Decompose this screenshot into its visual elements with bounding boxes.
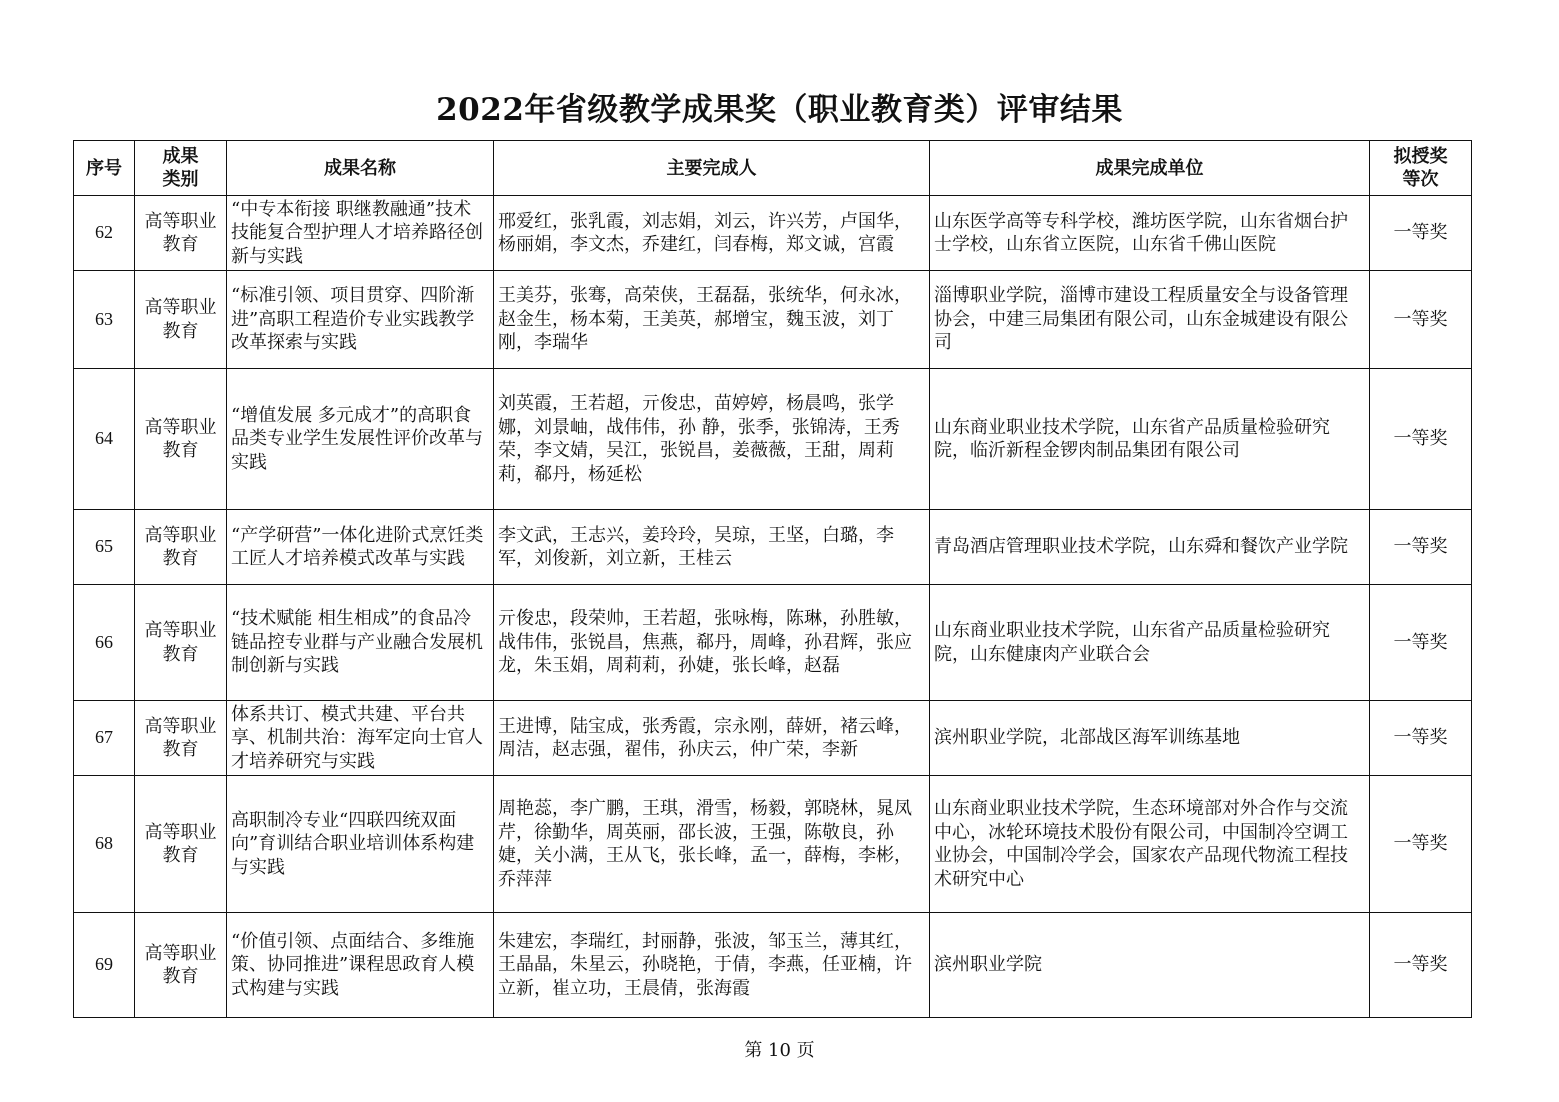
table-row [74, 913, 1472, 1018]
cell-people: 邢爱红，张乳霞，刘志娟，刘云，许兴芳，卢国华，杨丽娟，李文杰，乔建红，闫春梅，郑文诚，宫霞 [494, 196, 930, 271]
cell-people: 王美芬，张骞，高荣侠，王磊磊，张统华，何永冰，赵金生，杨本菊，王美英，郝增宝，魏玉波，刘丁刚，李瑞华 [494, 271, 930, 369]
cell-no: 66 [74, 585, 135, 701]
cell-no: 69 [74, 913, 135, 1018]
cell-name: “增值发展 多元成才”的高职食品类专业学生发展性评价改革与实践 [227, 369, 494, 510]
cell-category: 高等职业 教育 [135, 585, 227, 701]
cell-people: 李文武，王志兴，姜玲玲，吴琼，王坚，白璐，李军，刘俊新，刘立新，王桂云 [494, 510, 930, 585]
cell-no: 63 [74, 271, 135, 369]
page-title: 2022年省级教学成果奖（职业教育类）评审结果 [436, 92, 1123, 128]
table-row [74, 196, 1472, 271]
table-row [74, 776, 1472, 913]
header-unit: 成果完成单位 [930, 141, 1370, 196]
cell-unit: 山东商业职业技术学院，山东省产品质量检验研究院，临沂新程金锣肉制品集团有限公司 [930, 369, 1370, 510]
cell-award: 一等奖 [1370, 369, 1472, 510]
table-row [74, 271, 1472, 369]
cell-award: 一等奖 [1370, 271, 1472, 369]
cell-unit: 山东商业职业技术学院，生态环境部对外合作与交流中心，冰轮环境技术股份有限公司，中国制冷空调工业协会，中国制冷学会，国家农产品现代物流工程技术研究中心 [930, 776, 1370, 913]
cell-award: 一等奖 [1370, 701, 1472, 776]
cell-award: 一等奖 [1370, 776, 1472, 913]
cell-name: “标准引领、项目贯穿、四阶渐进”高职工程造价专业实践教学改革探索与实践 [227, 271, 494, 369]
table-header-row [74, 141, 1472, 196]
cell-unit: 滨州职业学院，北部战区海军训练基地 [930, 701, 1370, 776]
table-row [74, 585, 1472, 701]
header-people: 主要完成人 [494, 141, 930, 196]
cell-category: 高等职业 教育 [135, 271, 227, 369]
cell-people: 王进博，陆宝成，张秀霞，宗永刚，薛妍，褚云峰，周洁，赵志强，翟伟，孙庆云，仲广荣，李新 [494, 701, 930, 776]
cell-category: 高等职业 教育 [135, 196, 227, 271]
cell-people: 周艳蕊，李广鹏，王琪，滑雪，杨毅，郭晓林，晁凤芹，徐勤华，周英丽，邵长波，王强，陈敬良，孙婕，关小满，王从飞，张长峰，孟一，薛梅，李彬，乔萍萍 [494, 776, 930, 913]
table-row [74, 701, 1472, 776]
cell-award: 一等奖 [1370, 913, 1472, 1018]
cell-name: “价值引领、点面结合、多维施策、协同推进”课程思政育人模式构建与实践 [227, 913, 494, 1018]
cell-people: 刘英霞，王若超，亓俊忠，苗婷婷，杨晨鸣，张学娜，刘景岫，战伟伟，孙 静，张季，张锦涛，王秀荣，李文婧，吴江，张锐昌，姜薇薇，王甜，周莉莉，郗丹，杨延松 [494, 369, 930, 510]
header-category: 成果 类别 [135, 141, 227, 196]
cell-award: 一等奖 [1370, 585, 1472, 701]
cell-category: 高等职业 教育 [135, 701, 227, 776]
cell-category: 高等职业 教育 [135, 776, 227, 913]
cell-unit: 山东商业职业技术学院，山东省产品质量检验研究院，山东健康肉产业联合会 [930, 585, 1370, 701]
cell-unit: 滨州职业学院 [930, 913, 1370, 1018]
table-row [74, 510, 1472, 585]
cell-unit: 山东医学高等专科学校，潍坊医学院，山东省烟台护士学校，山东省立医院，山东省千佛山医院 [930, 196, 1370, 271]
header-award: 拟授奖 等次 [1370, 141, 1472, 196]
cell-award: 一等奖 [1370, 196, 1472, 271]
table-row [74, 369, 1472, 510]
cell-category: 高等职业 教育 [135, 510, 227, 585]
cell-no: 62 [74, 196, 135, 271]
cell-people: 朱建宏，李瑞红，封丽静，张波，邹玉兰，薄其红，王晶晶，朱星云，孙晓艳，于倩，李燕，任亚楠，许立新，崔立功，王晨倩，张海霞 [494, 913, 930, 1018]
cell-people: 亓俊忠，段荣帅，王若超，张咏梅，陈琳，孙胜敏，战伟伟，张锐昌，焦燕，郗丹，周峰，孙君辉，张应龙，朱玉娟，周莉莉，孙婕，张长峰，赵磊 [494, 585, 930, 701]
cell-name: “技术赋能 相生相成”的食品冷链品控专业群与产业融合发展机制创新与实践 [227, 585, 494, 701]
cell-no: 67 [74, 701, 135, 776]
cell-name: “中专本衔接 职继教融通”技术技能复合型护理人才培养路径创新与实践 [227, 196, 494, 271]
header-name: 成果名称 [227, 141, 494, 196]
cell-category: 高等职业 教育 [135, 913, 227, 1018]
cell-no: 65 [74, 510, 135, 585]
page-number: 第 10 页 [744, 1040, 815, 1061]
cell-no: 68 [74, 776, 135, 913]
cell-award: 一等奖 [1370, 510, 1472, 585]
header-no: 序号 [74, 141, 135, 196]
cell-name: 高职制冷专业“四联四统双面向”育训结合职业培训体系构建与实践 [227, 776, 494, 913]
results-table [73, 140, 1472, 1018]
cell-unit: 青岛酒店管理职业技术学院，山东舜和餐饮产业学院 [930, 510, 1370, 585]
cell-no: 64 [74, 369, 135, 510]
cell-unit: 淄博职业学院，淄博市建设工程质量安全与设备管理协会，中建三局集团有限公司，山东金城建设有限公司 [930, 271, 1370, 369]
cell-name: “产学研营”一体化进阶式烹饪类工匠人才培养模式改革与实践 [227, 510, 494, 585]
cell-category: 高等职业 教育 [135, 369, 227, 510]
cell-name: 体系共订、模式共建、平台共享、机制共治：海军定向士官人才培养研究与实践 [227, 701, 494, 776]
